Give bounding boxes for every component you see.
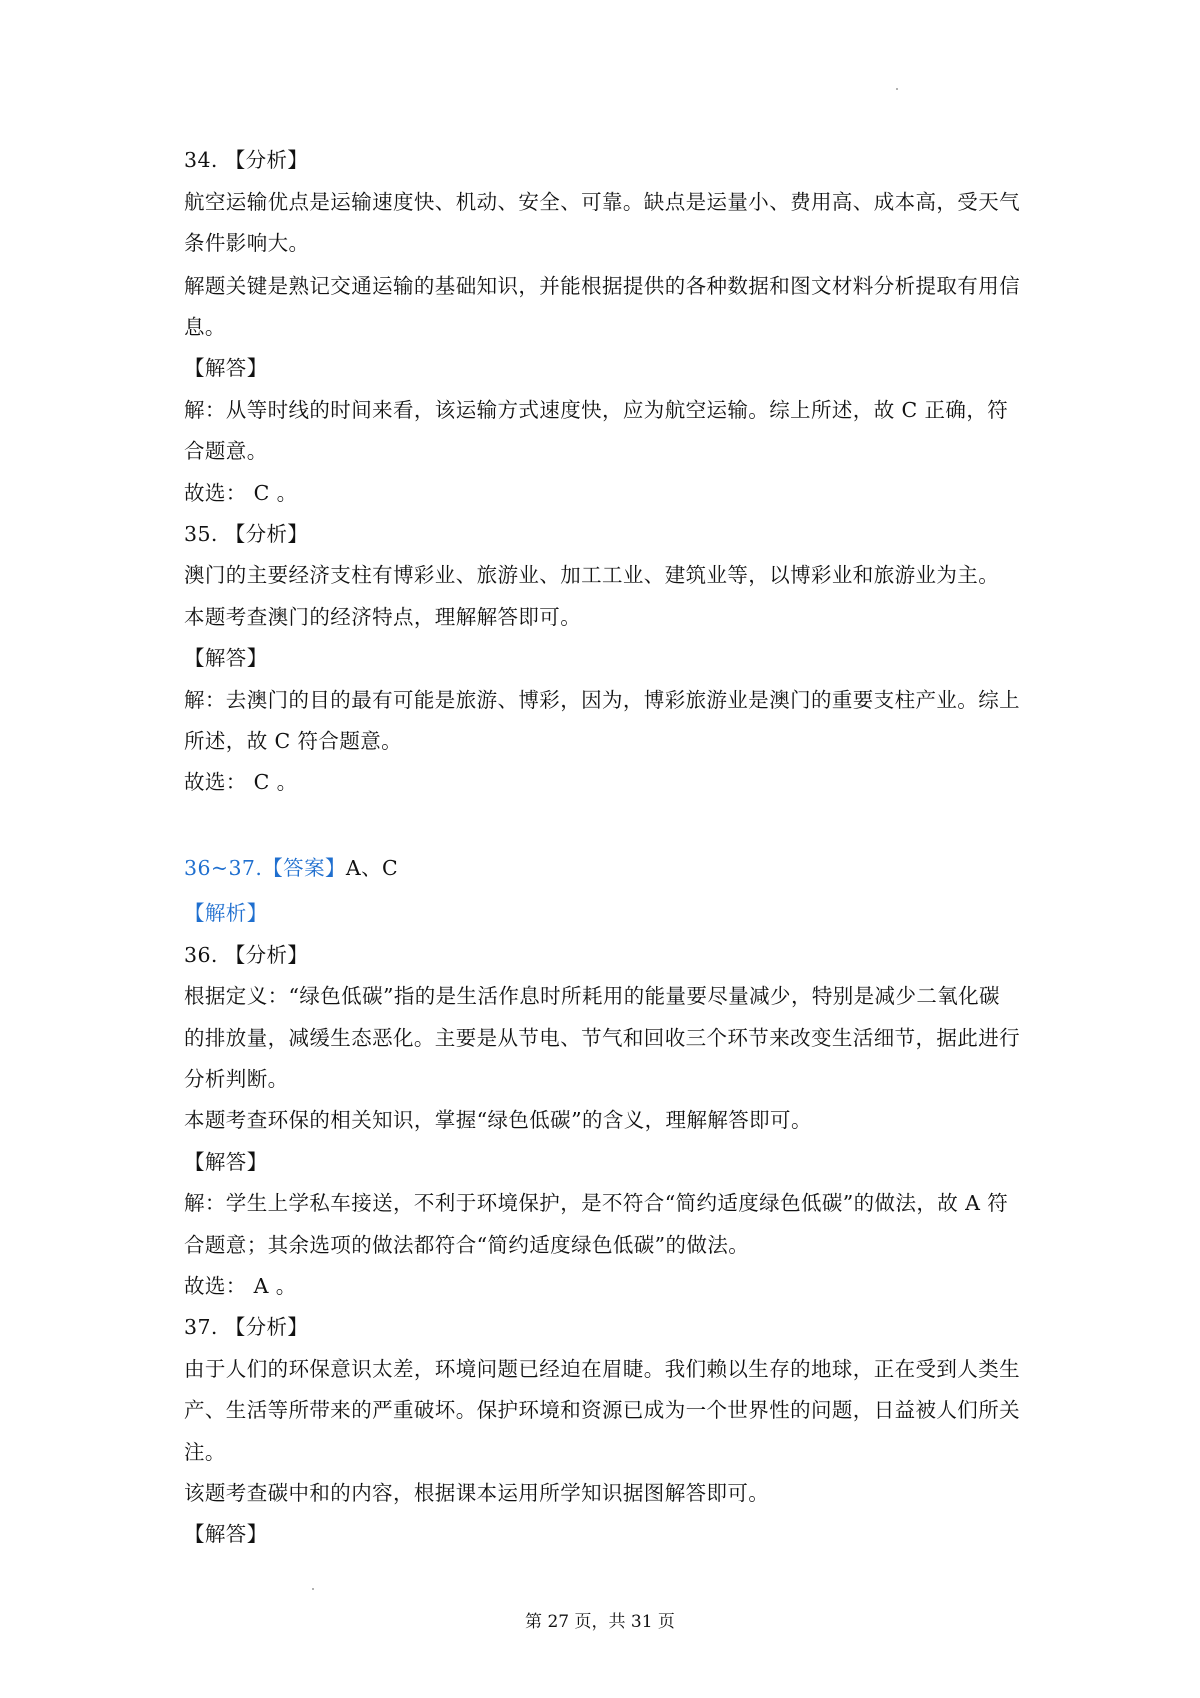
q34-analysis-line-1: 航空运输优点是运输速度快、机动、安全、可靠。缺点是运量小、费用高、成本高，受天气 <box>184 190 1020 214</box>
q34-heading: 34. 【分析】 <box>184 148 309 172</box>
q35-analysis-line-1: 澳门的主要经济支柱有博彩业、旅游业、加工工业、建筑业等，以博彩业和旅游业为主。 <box>184 563 1000 587</box>
q37-analysis-line-3: 注。 <box>184 1440 226 1464</box>
q37-analysis-line-2: 产、生活等所带来的严重破坏。保护环境和资源已成为一个世界性的问题，日益被人们所关 <box>184 1398 1020 1422</box>
q37-heading: 37. 【分析】 <box>184 1315 309 1339</box>
q35-answer-line-2: 所述，故 C 符合题意。 <box>184 729 403 753</box>
q36-analysis-line-3: 分析判断。 <box>184 1067 289 1091</box>
q36-37-answer-label: 36~37.【答案】 <box>184 856 346 880</box>
q34-analysis-line-2: 条件影响大。 <box>184 231 310 255</box>
q34-choice: 故选： C 。 <box>184 481 298 505</box>
q36-37-answer-row <box>184 854 1034 882</box>
q35-answer-line-1: 解：去澳门的目的最有可能是旅游、博彩，因为，博彩旅游业是澳门的重要支柱产业。综上 <box>184 688 1020 712</box>
q34-answer-line-1: 解：从等时线的时间来看，该运输方式速度快，应为航空运输。综上所述，故 C 正确，符 <box>184 398 1009 422</box>
q36-37-answer-value: A、C <box>345 856 399 880</box>
page-number-footer: 第 27 页，共 31 页 <box>525 1612 675 1632</box>
scan-speck <box>312 1588 314 1590</box>
q37-analysis-line-1: 由于人们的环保意识太差，环境问题已经迫在眉睫。我们赖以生存的地球，正在受到人类生 <box>184 1357 1020 1381</box>
q35-heading: 35. 【分析】 <box>184 522 309 546</box>
q36-analysis-line-2: 的排放量，减缓生态恶化。主要是从节电、节气和回收三个环节来改变生活细节，据此进行 <box>184 1026 1020 1050</box>
q36-analysis-line-4: 本题考查环保的相关知识，掌握“绿色低碳”的含义，理解解答即可。 <box>184 1108 812 1132</box>
q34-answer-heading: 【解答】 <box>184 356 268 380</box>
q35-answer-heading: 【解答】 <box>184 646 268 670</box>
q34-analysis-line-4: 息。 <box>184 315 226 339</box>
q36-choice: 故选： A 。 <box>184 1274 297 1298</box>
q36-answer-line-2: 合题意；其余选项的做法都符合“简约适度绿色低碳”的做法。 <box>184 1233 750 1257</box>
q34-analysis-line-3: 解题关键是熟记交通运输的基础知识，并能根据提供的各种数据和图文材料分析提取有用信 <box>184 274 1020 298</box>
q37-analysis-line-4: 该题考查碳中和的内容，根据课本运用所学知识据图解答即可。 <box>184 1481 770 1505</box>
q36-heading: 36. 【分析】 <box>184 943 309 967</box>
q35-choice: 故选： C 。 <box>184 770 298 794</box>
scan-speck <box>896 88 898 90</box>
q36-37-explain-heading: 【解析】 <box>184 901 268 925</box>
q36-answer-heading: 【解答】 <box>184 1150 268 1174</box>
q37-answer-heading: 【解答】 <box>184 1522 268 1546</box>
q35-analysis-line-2: 本题考查澳门的经济特点，理解解答即可。 <box>184 605 582 629</box>
q36-analysis-line-1: 根据定义：“绿色低碳”指的是生活作息时所耗用的能量要尽量减少，特别是减少二氧化碳 <box>184 984 1000 1008</box>
q34-answer-line-2: 合题意。 <box>184 439 268 463</box>
q36-answer-line-1: 解：学生上学私车接送，不利于环境保护，是不符合“简约适度绿色低碳”的做法，故 A 符 <box>184 1191 1009 1215</box>
